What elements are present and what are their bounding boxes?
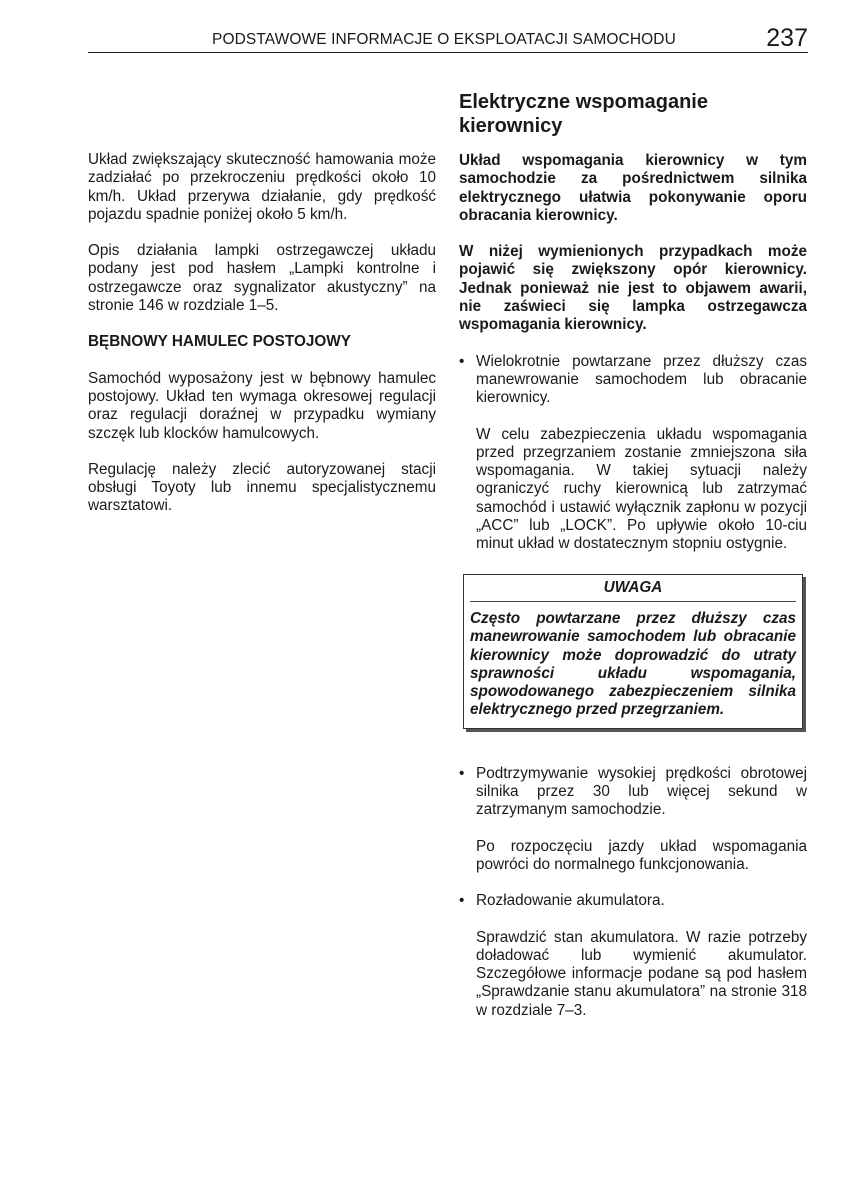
header-title: PODSTAWOWE INFORMACJE O EKSPLOATACJI SAMOCHODU xyxy=(212,31,676,48)
left-column xyxy=(88,151,436,516)
list-item-note: Sprawdzić stan akumulatora. W razie potrzeby doładować lub wymienić akumulator. Szczegółowe informacje podane są pod hasłem „Sprawdzanie stanu akumulatora” na stronie 318 w rozdziale 7–3. xyxy=(476,928,807,1019)
list-item-text: Wielokrotnie powtarzane przez dłuższy czas manewrowanie samochodem lub obracanie kierownicy. xyxy=(476,352,807,407)
warning-lamp-paragraph: Opis działania lampki ostrzegawczej układu podany jest pod hasłem „Lampki kontrolne i ostrzegawcze oraz sygnalizator akustyczny” na stronie 146 w rozdziale 1–5. xyxy=(88,242,436,315)
parking-brake-paragraph: Samochód wyposażony jest w bębnowy hamulec postojowy. Układ ten wymaga okresowej regulacji oraz regulacji doraźnej w przypadku wymiany szczęk lub klocków hamulcowych. xyxy=(88,369,436,442)
list-item-text: Podtrzymywanie wysokiej prędkości obrotowej silnika przez 30 lub więcej sekund w zatrzymanym samochodzie. xyxy=(476,764,807,819)
list-item-text: Rozładowanie akumulatora. xyxy=(476,892,665,910)
list-item-note: W celu zabezpieczenia układu wspomagania przed przegrzaniem zostanie zmniejszona siła wspomagania. W takiej sytuacji należy ograniczyć ruchy kierownicą lub zatrzymać samochód i ustawić wyłącznik zapłonu w pozycji „ACC” lub „LOCK”. Po upływie około 10-ciu minut układ w dostatecznym stopniu ostygnie. xyxy=(476,425,807,553)
section-heading-parking-brake: BĘBNOWY HAMULEC POSTOJOWY xyxy=(88,333,351,351)
page-number: 237 xyxy=(766,24,808,52)
list-item xyxy=(459,765,807,820)
bullet-icon: • xyxy=(459,352,465,370)
right-column xyxy=(459,90,807,1020)
increased-resistance-paragraph: W niżej wymienionych przypadkach może pojawić się zwiększony opór kierownicy. Jednak ponieważ nie jest to objawem awarii, nie zaświeci się lampka ostrzegawcza wspomagania kierownicy. xyxy=(459,243,807,334)
intro-paragraph: Układ wspomagania kierownicy w tym samochodzie za pośrednictwem silnika elektrycznego ułatwia pokonywanie oporu obracania kierownicy. xyxy=(459,152,807,224)
list-item-note: Po rozpoczęciu jazdy układ wspomagania powróci do normalnego funkcjonowania. xyxy=(476,837,807,873)
bullet-icon: • xyxy=(459,892,465,910)
section-title-power-steering: Elektryczne wspomaganie kierownicy xyxy=(459,91,708,137)
warning-text: Często powtarzane przez dłuższy czas manewrowanie samochodem lub obracanie kierownicy może doprowadzić do utraty sprawności układu wspomagania, spowodowanego zabezpieczeniem silnika elektrycznego przed przegrzaniem. xyxy=(470,609,796,719)
service-paragraph: Regulację należy zlecić autoryzowanej stacji obsługi Toyoty lub innemu specjalistycznemu warsztatowi. xyxy=(88,460,436,515)
list-item xyxy=(459,353,807,408)
list-item xyxy=(459,892,807,910)
page-header xyxy=(88,22,808,53)
brake-assist-paragraph: Układ zwiększający skuteczność hamowania może zadziałać po przekroczeniu prędkości około 10 km/h. Układ przerywa działanie, gdy prędkość pojazdu spadnie poniżej około 5 km/h. xyxy=(88,151,436,223)
warning-title: UWAGA xyxy=(470,575,796,602)
warning-box xyxy=(463,574,803,729)
bullet-icon: • xyxy=(459,764,465,782)
